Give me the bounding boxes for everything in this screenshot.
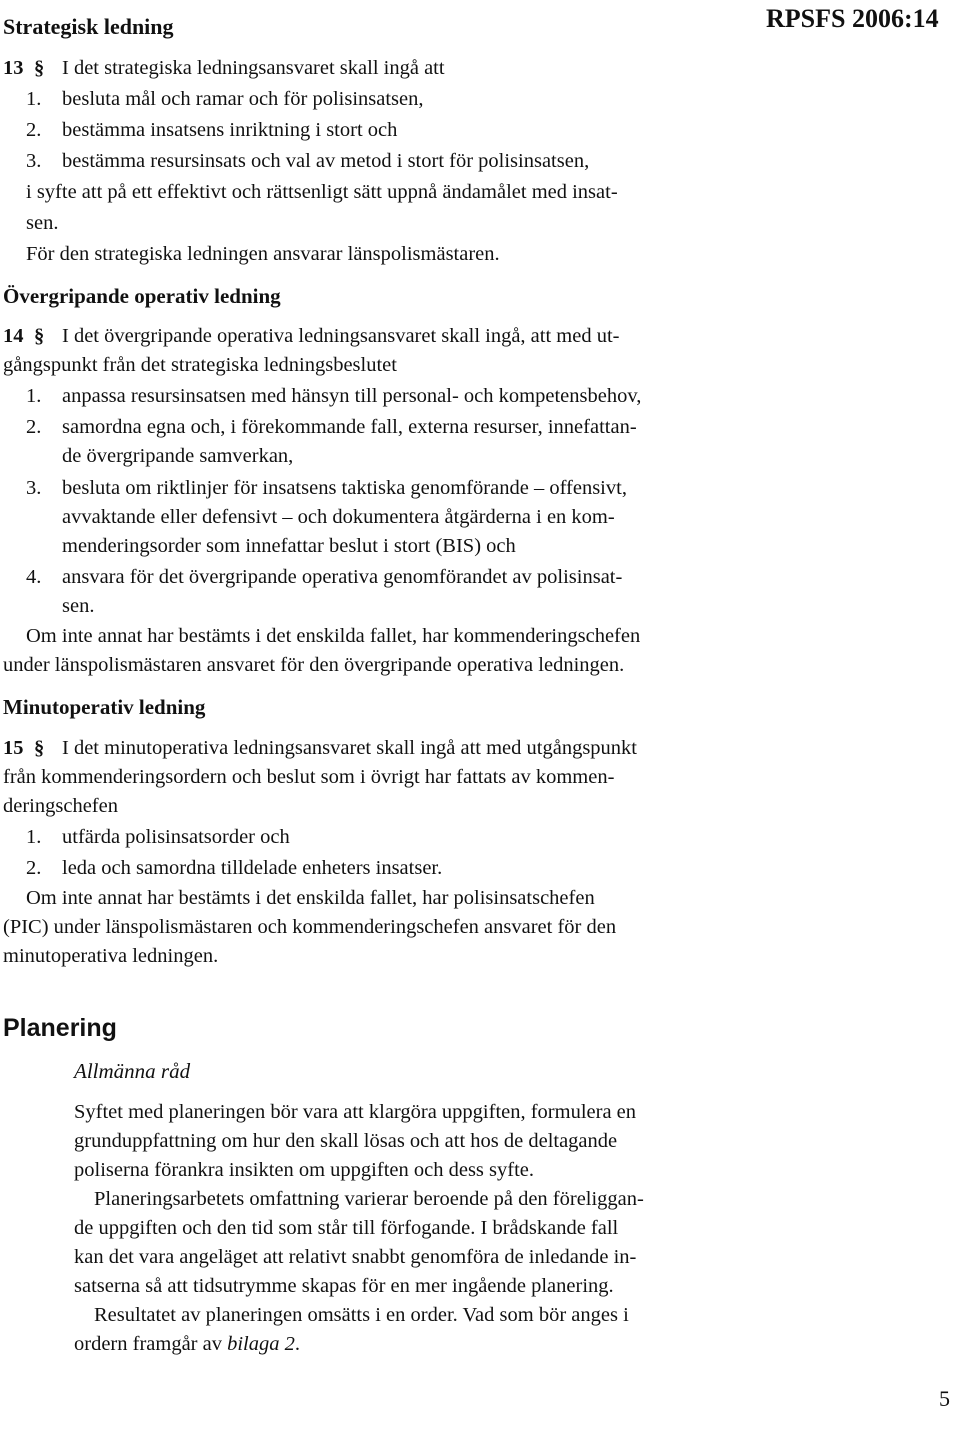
list-item-continuation: sen. (62, 595, 95, 617)
list-item-text: anpassa resursinsatsen med hänsyn till personal- och kompetensbehov, (62, 385, 642, 407)
section-sign: § (34, 737, 45, 759)
section-heading-minutoperativ: Minutoperativ ledning (3, 695, 206, 719)
section-13-closing: För den strategiska ledningen ansvarar länspolismästaren. (26, 243, 500, 265)
list-item-number: 2. (26, 857, 42, 879)
section-13-number: 13 (3, 57, 24, 79)
advice-line (74, 1333, 300, 1356)
list-item-continuation: menderingsorder som innefattar beslut i stort (BIS) och (62, 535, 516, 557)
advice-line: grunduppfattning om hur den skall lösas och att hos de deltagande (74, 1130, 618, 1152)
section-heading-planering: Planering (3, 1014, 117, 1042)
section-14-intro-cont: gångspunkt från det strategiska ledningsbeslutet (3, 354, 397, 376)
advice-line: kan det vara angeläget att relativt snabbt genomföra de inledande in- (74, 1246, 637, 1268)
advice-line: Planeringsarbetets omfattning varierar beroende på den föreliggan- (94, 1188, 644, 1210)
list-item-text: ansvara för det övergripande operativa genomförandet av polisinsat- (62, 566, 623, 588)
list-item-continuation: i syfte att på ett effektivt och rättsenligt sätt uppnå ändamålet med insat- (26, 181, 618, 203)
list-item-text: besluta om riktlinjer för insatsens taktiska genomförande – offensivt, (62, 477, 627, 499)
list-item-text: bestämma insatsens inriktning i stort och (62, 119, 398, 141)
list-item-number: 1. (26, 826, 42, 848)
section-14-number: 14 (3, 325, 24, 347)
list-item-continuation: sen. (26, 212, 59, 234)
list-item-number: 4. (26, 566, 42, 588)
list-item-continuation: de övergripande samverkan, (62, 445, 294, 467)
list-item-number: 3. (26, 150, 42, 172)
list-item-text: besluta mål och ramar och för polisinsatsen, (62, 88, 424, 110)
list-item-text: bestämma resursinsats och val av metod i stort för polisinsatsen, (62, 150, 590, 172)
section-sign: § (34, 325, 45, 347)
advice-text: . (294, 1333, 301, 1355)
section-15-intro: I det minutoperativa ledningsansvaret skall ingå att med utgångspunkt (62, 737, 638, 759)
list-item-text: samordna egna och, i förekommande fall, externa resurser, innefattan- (62, 416, 637, 438)
section-heading-strategisk: Strategisk ledning (3, 14, 174, 39)
list-item-number: 1. (26, 88, 42, 110)
section-15-closing-cont: (PIC) under länspolismästaren och kommenderingschefen ansvaret för den (3, 916, 617, 938)
advice-line: de uppgiften och den tid som står till förfogande. I brådskande fall (74, 1217, 619, 1239)
section-14-closing-cont: under länspolismästaren ansvaret för den övergripande operativa ledningen. (3, 654, 625, 676)
advice-line: satserna så att tidsutrymme skapas för en mer ingående planering. (74, 1275, 614, 1297)
list-item-number: 2. (26, 119, 42, 141)
section-15-closing-cont: minutoperativa ledningen. (3, 945, 219, 967)
section-15-number: 15 (3, 737, 24, 759)
list-item-number: 1. (26, 385, 42, 407)
list-item-number: 3. (26, 477, 42, 499)
advice-text: ordern framgår av (74, 1333, 228, 1355)
general-advice-heading: Allmänna råd (74, 1059, 191, 1083)
list-item-text: leda och samordna tilldelade enheters insatser. (62, 857, 443, 879)
section-heading-overgripande: Övergripande operativ ledning (3, 284, 281, 308)
appendix-reference: bilaga 2 (227, 1333, 295, 1355)
section-14-closing: Om inte annat har bestämts i det enskilda fallet, har kommenderingschefen (26, 625, 641, 647)
page-number: 5 (939, 1386, 950, 1411)
list-item-text: utfärda polisinsatsorder och (62, 826, 290, 848)
section-15-intro-cont: deringschefen (3, 795, 118, 817)
section-13-intro: I det strategiska ledningsansvaret skall ingå att (62, 57, 445, 79)
section-15-intro-cont: från kommenderingsordern och beslut som i övrigt har fattats av kommen- (3, 766, 615, 788)
advice-line: Resultatet av planeringen omsätts i en order. Vad som bör anges i (94, 1304, 629, 1326)
section-15-closing: Om inte annat har bestämts i det enskilda fallet, har polisinsatschefen (26, 887, 595, 909)
list-item-number: 2. (26, 416, 42, 438)
section-sign: § (34, 57, 45, 79)
section-14-intro: I det övergripande operativa ledningsansvaret skall ingå, att med ut- (62, 325, 620, 347)
advice-line: poliserna förankra insikten om uppgiften och dess syfte. (74, 1159, 534, 1181)
document-id: RPSFS 2006:14 (766, 4, 939, 33)
list-item-continuation: avvaktande eller defensivt – och dokumentera åtgärderna i en kom- (62, 506, 615, 528)
advice-line: Syftet med planeringen bör vara att klargöra uppgiften, formulera en (74, 1101, 637, 1123)
